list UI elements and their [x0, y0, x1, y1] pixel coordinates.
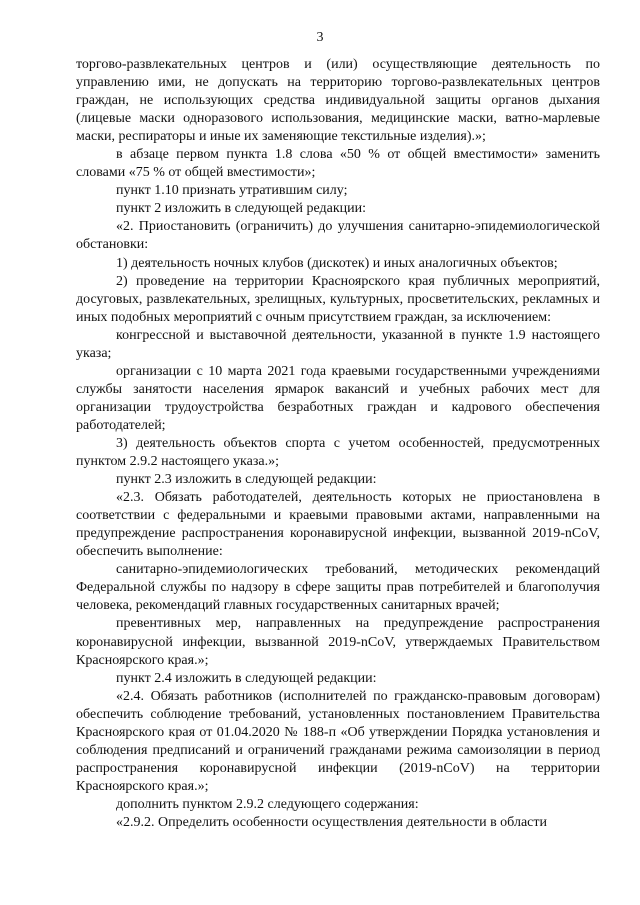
paragraph-point-2: «2. Приостановить (ограничить) до улучшения санитарно-эпидемиологической обстановки:: [76, 219, 600, 253]
paragraph-point-2-item-2: 2) проведение на территории Красноярского края публичных мероприятий, досуговых, развлекательных, зрелищных, культурных, просветительских, рекламных и иных подобных мероприятий с очным присутствием граждан, за исключением:: [76, 273, 600, 325]
paragraph-point-2-9-2: «2.9.2. Определить особенности осуществления деятельности в области: [116, 814, 547, 830]
paragraph-point-2-3: «2.3. Обязать работодателей, деятельность которых не приостановлена в соответствии с федеральными и краевыми правовыми актами, направленными на предупреждение распространения коронавирусной инфекции, вызванной 2019-nCoV, обеспечить выполнение:: [76, 490, 600, 560]
paragraph-repeal-1-10: пункт 1.10 признать утратившим силу;: [116, 183, 348, 199]
paragraph-exception-congress: конгрессной и выставочной деятельности, указанной в пункте 1.9 настоящего указа;: [76, 327, 600, 361]
page-number: 3: [316, 30, 324, 45]
paragraph-point-2-3-intro: пункт 2.3 изложить в следующей редакции:: [116, 472, 377, 488]
paragraph-point-2-intro: пункт 2 изложить в следующей редакции:: [116, 201, 366, 217]
paragraph-amendment-1-8: в абзаце первом пункта 1.8 слова «50 % от общей вместимости» заменить словами «75 % от общей вместимости»;: [76, 147, 600, 181]
paragraph-exception-job-fairs: организации с 10 марта 2021 года краевыми государственными учреждениями службы занятости населения ярмарок вакансий и учебных рабочих мест для организации трудоустройства безработных граждан и кадрового обеспечения работодателей;: [76, 363, 600, 433]
paragraph-point-2-item-1: 1) деятельность ночных клубов (дискотек) и иных аналогичных объектов;: [116, 255, 558, 271]
paragraph-preventive-measures: превентивных мер, направленных на предупреждение распространения коронавирусной инфекции, вызванной 2019-nCoV, утверждаемых Правительством Красноярского края.»;: [76, 616, 600, 668]
paragraph-continuation: торгово-развлекательных центров и (или) осуществляющие деятельность по управлению ими, не допускать на территорию торгово-развлекательных центров граждан, не использующих средства индивидуальной защиты органов дыхания (лицевые маски одноразового использования, медицинские маски, ватно-марлевые маски, респираторы и иные их заменяющие текстильные изделия).»;: [76, 57, 600, 145]
paragraph-point-2-4-intro: пункт 2.4 изложить в следующей редакции:: [116, 670, 377, 686]
paragraph-point-2-4: «2.4. Обязать работников (исполнителей по гражданско-правовым договорам) обеспечить соблюдение требований, установленных постановлением Правительства Красноярского края от 01.04.2020 № 188-п «Об утверждении Порядка установления и соблюдения предписаний и ограничений гражданами режима самоизоляции в период распространения коронавирусной инфекции (2019-nCoV) на территории Красноярского края.»;: [76, 688, 600, 794]
document-body: [76, 56, 600, 832]
paragraph-sanitary-requirements: санитарно-эпидемиологических требований, методических рекомендаций Федеральной службы по надзору в сфере защиты прав потребителей и благополучия человека, рекомендаций главных государственных санитарных врачей;: [76, 562, 600, 614]
paragraph-point-2-item-3: 3) деятельность объектов спорта с учетом особенностей, предусмотренных пунктом 2.9.2 настоящего указа.»;: [76, 435, 600, 470]
paragraph-add-2-9-2: дополнить пунктом 2.9.2 следующего содержания:: [116, 796, 419, 812]
